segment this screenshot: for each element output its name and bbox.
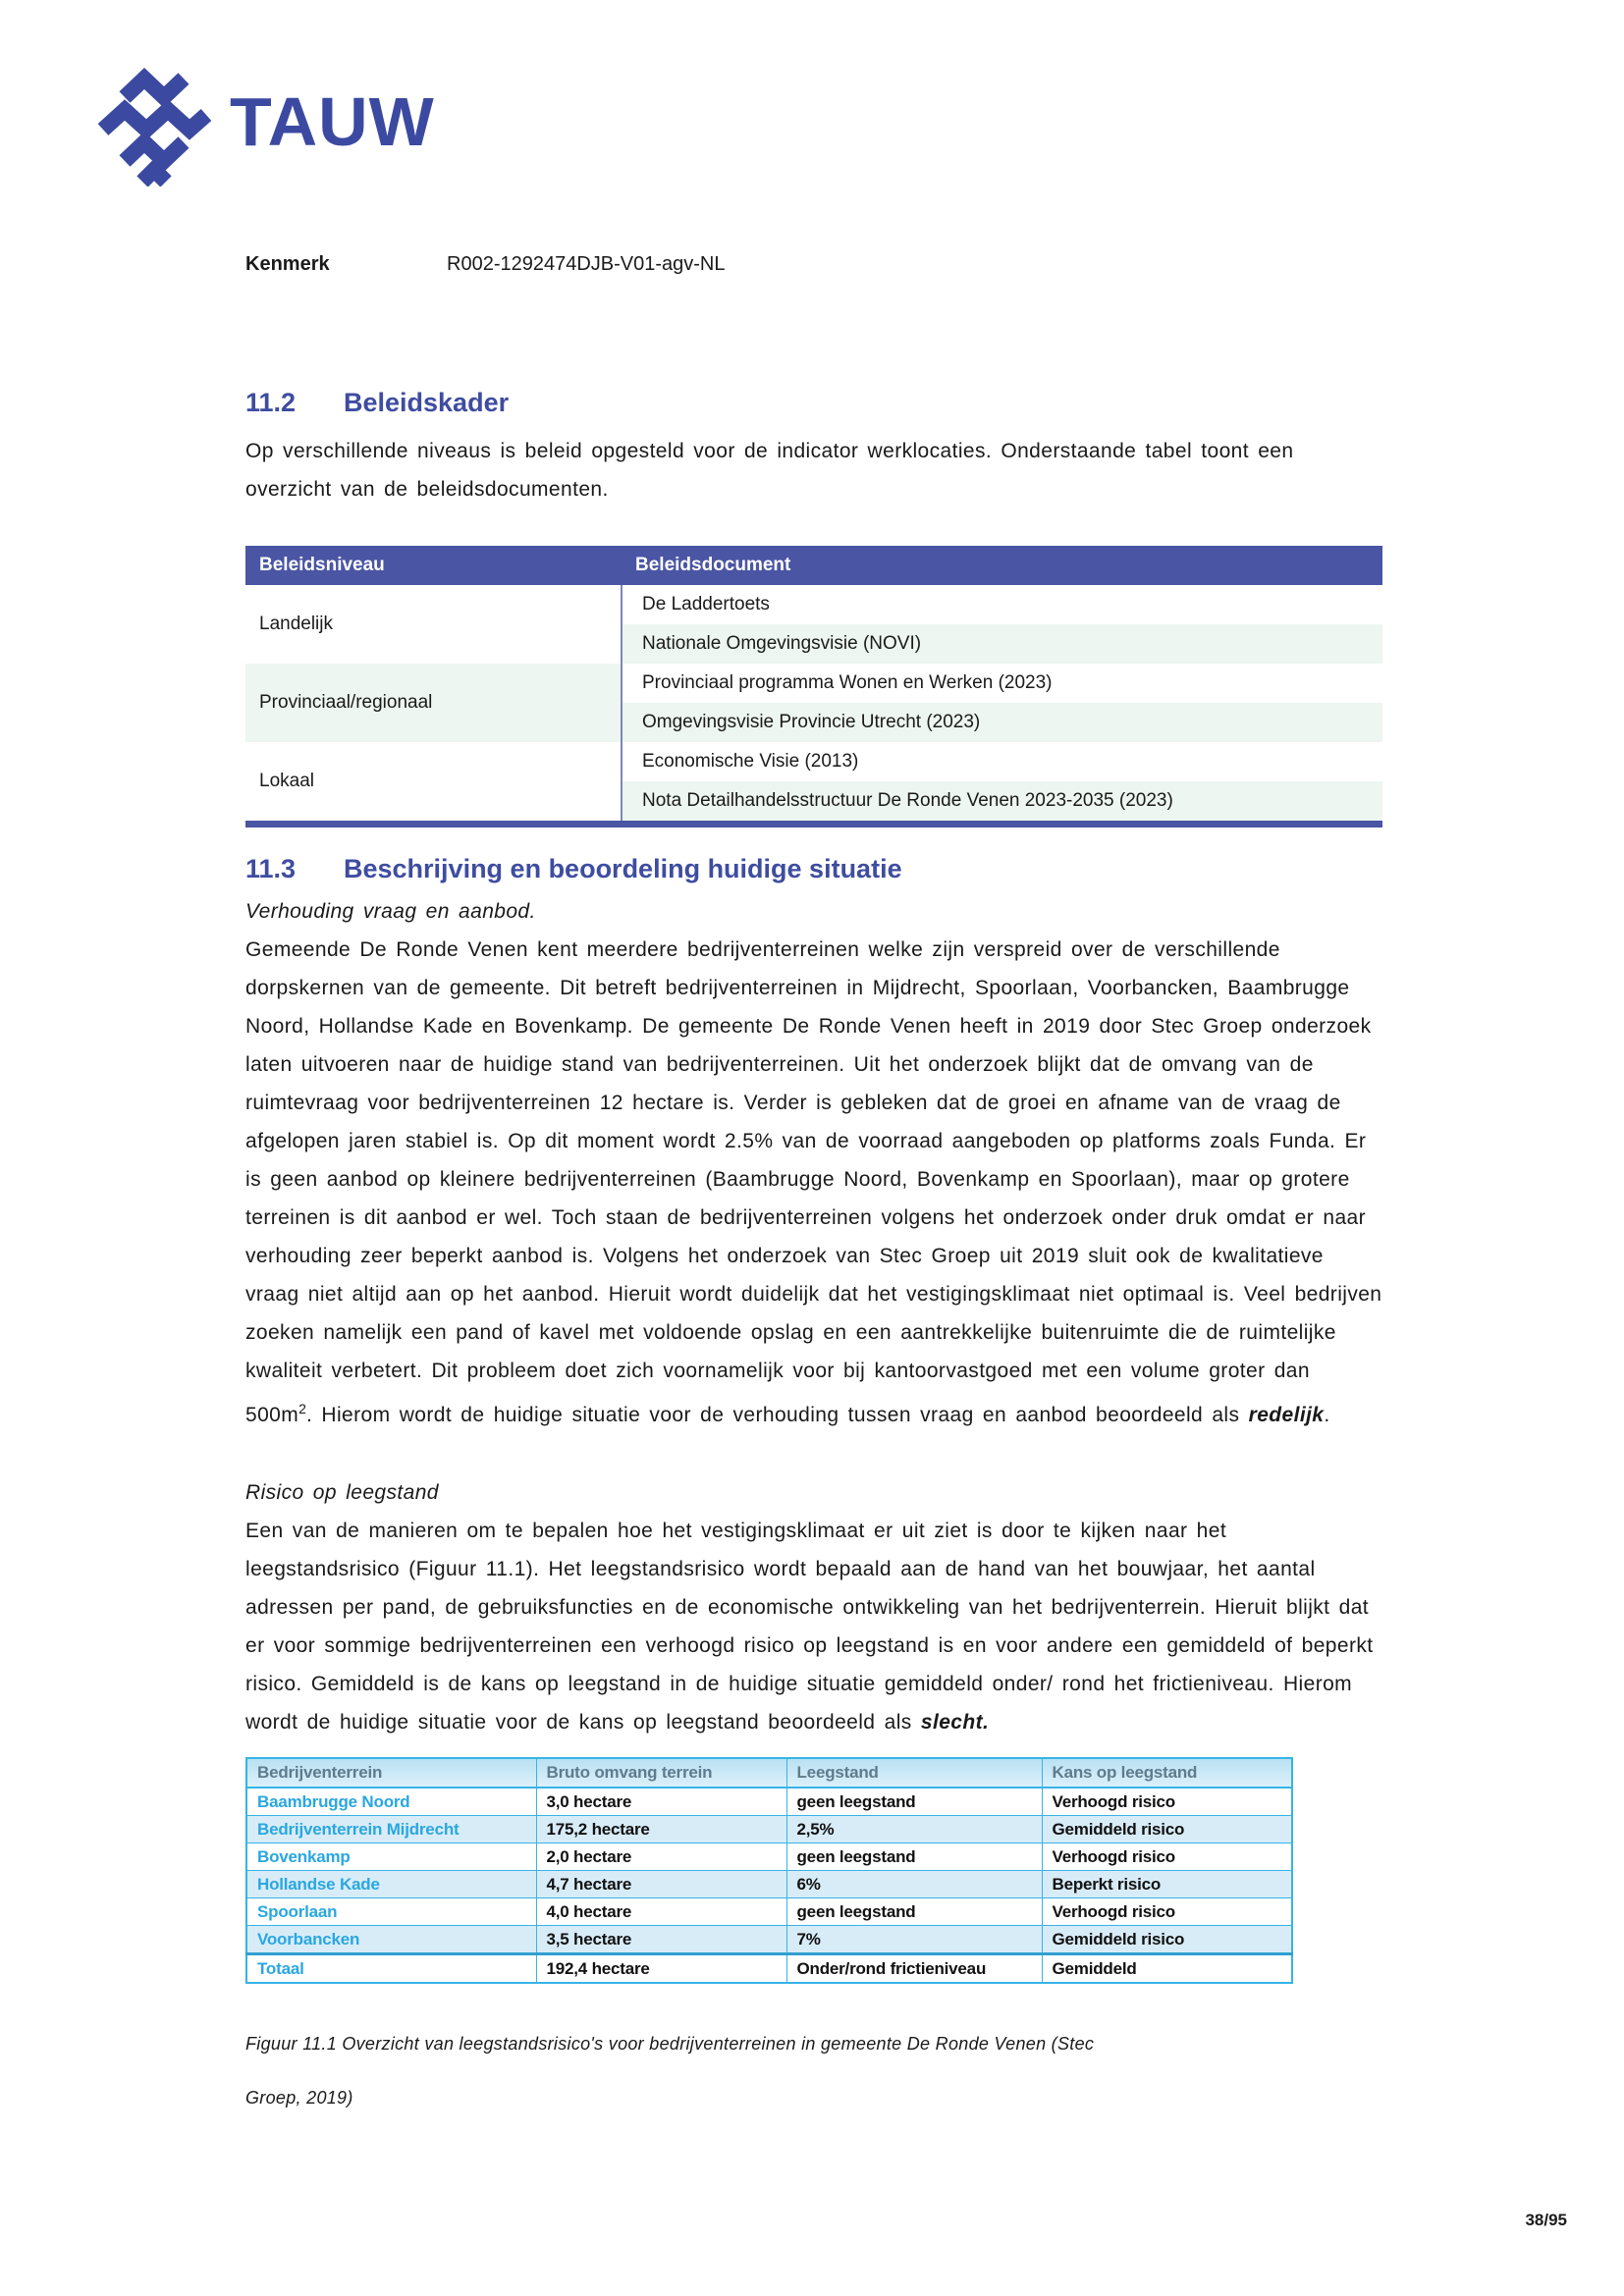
verdict-slecht: slecht. — [920, 1711, 990, 1734]
terrein-name-cell: Bovenkamp — [246, 1843, 536, 1871]
leegstand-header: Leegstand — [786, 1758, 1042, 1788]
leegstand-cell: 6% — [786, 1871, 1042, 1898]
totaal-leegstand: Onder/rond frictieniveau — [786, 1954, 1042, 1984]
content-column — [245, 387, 1382, 2125]
vraag-aanbod-subheading: Verhouding vraag en aanbod. — [245, 900, 536, 923]
kenmerk-label: Kenmerk — [245, 253, 330, 275]
omvang-cell: 175,2 hectare — [536, 1816, 786, 1843]
omvang-cell: 3,5 hectare — [536, 1926, 786, 1954]
beleidsdocument-cell: Nationale Omgevingsvisie (NOVI) — [622, 624, 1382, 664]
terrein-name-cell: Baambrugge Noord — [246, 1788, 536, 1816]
leegstand-cell: geen leegstand — [786, 1788, 1042, 1816]
paragraph-text: Gemeende De Ronde Venen kent meerdere bedrijventerreinen welke zijn verspreid over de verschillende dorpskernen van de gemeente. Dit betreft bedrijventerreinen in Mijdrecht, Spoorlaan, Voorbancken, Baambrugge Noord, Hollandse Kade en Bovenkamp. De gemeente De Ronde Venen heeft in 2019 door Stec Groep onderzoek laten uitvoeren naar de huidige stand van bedrijventerreinen. Uit het onderzoek blijkt dat de omvang van de ruimtevraag voor bedrijventerreinen 12 hectare is. Verder is gebleken dat de groei en afname van de vraag de afgelopen jaren stabiel is. Op dit moment wordt 2.5% van de voorraad aangeboden op platforms zoals Funda. Er is geen aanbod op kleinere bedrijventerreinen (Baambrugge Noord, Bovenkamp en Spoorlaan), maar op grotere terreinen is dit aanbod er wel. Toch staan de bedrijventerreinen volgens het onderzoek onder druk omdat er naar verhouding zeer beperkt aanbod is. Volgens het onderzoek van Stec Groep uit 2019 sluit ook de kwalitatieve vraag niet altijd aan op het aanbod. Hieruit wordt duidelijk dat het vestigingsklimaat niet optimaal is. Veel bedrijven zoeken namelijk een pand of kavel met voldoende opslag en een aantrekkelijke buitenruimte die de ruimtelijke kwaliteit verbetert. Dit probleem doet zich voornamelijk voor bij kantoorvastgoed met een volume groter dan 500m — [245, 938, 1382, 1426]
leegstand-cell: geen leegstand — [786, 1843, 1042, 1871]
tauw-waves-icon — [94, 65, 214, 187]
table-row — [246, 1843, 1292, 1871]
bedrijventerrein-header: Bedrijventerrein — [246, 1758, 536, 1788]
section-11-2-heading — [245, 387, 1382, 418]
section-11-2-title: Beleidskader — [344, 388, 510, 417]
kans-cell: Verhoogd risico — [1042, 1788, 1292, 1816]
section-11-3-heading — [245, 853, 1382, 884]
totaal-label: Totaal — [246, 1954, 536, 1984]
leegstand-cell: 7% — [786, 1926, 1042, 1954]
leegstand-header-row — [246, 1758, 1292, 1788]
terrein-name-cell: Hollandse Kade — [246, 1871, 536, 1898]
beleidsdocument-header: Beleidsdocument — [622, 546, 1382, 585]
kans-cell: Beperkt risico — [1042, 1871, 1292, 1898]
beleidskader-header-row — [245, 546, 1382, 585]
totaal-kans: Gemiddeld — [1042, 1954, 1292, 1984]
section-11-3-title: Beschrijving en beoordeling huidige situatie — [344, 854, 902, 883]
beleidsdocument-cell: Provinciaal programma Wonen en Werken (2023) — [622, 664, 1382, 703]
paragraph-text: . Hierom wordt de huidige situatie voor de verhouding tussen vraag en aanbod beoordeeld als — [305, 1404, 1249, 1426]
beleidsdocument-cell: De Laddertoets — [622, 585, 1382, 624]
omvang-cell: 4,0 hectare — [536, 1898, 786, 1926]
table-row — [246, 1816, 1292, 1843]
table-row — [246, 1926, 1292, 1954]
beleidsdocument-cell: Omgevingsvisie Provincie Utrecht (2023) — [622, 703, 1382, 742]
section-11-2-number: 11.2 — [245, 388, 297, 417]
totaal-omvang: 192,4 hectare — [536, 1954, 786, 1984]
beleidskader-table — [245, 546, 1382, 828]
omvang-cell: 2,0 hectare — [536, 1843, 786, 1871]
table-row — [246, 1788, 1292, 1816]
figure-caption — [245, 2017, 1382, 2125]
tauw-logo — [94, 65, 435, 187]
table-row — [246, 1871, 1292, 1898]
risico-paragraph — [245, 1512, 1382, 1741]
beleidsniveau-cell: Lokaal — [245, 742, 622, 825]
kans-op-leegstand-header: Kans op leegstand — [1042, 1758, 1292, 1788]
omvang-cell: 4,7 hectare — [536, 1871, 786, 1898]
table-row — [245, 742, 1382, 781]
bruto-omvang-header: Bruto omvang terrein — [536, 1758, 786, 1788]
terrein-name-cell: Voorbancken — [246, 1926, 536, 1954]
section-11-2-intro: Op verschillende niveaus is beleid opgesteld voor de indicator werklocaties. Onderstaande tabel toont een overzicht van de beleidsdocumenten. — [245, 440, 1294, 501]
figure-caption-line2: Groep, 2019) — [245, 2088, 353, 2108]
risico-subheading: Risico op leegstand — [245, 1481, 439, 1504]
table-row — [246, 1898, 1292, 1926]
leegstand-cell: 2,5% — [786, 1816, 1042, 1843]
terrein-name-cell: Bedrijventerrein Mijdrecht — [246, 1816, 536, 1843]
kans-cell: Verhoogd risico — [1042, 1843, 1292, 1871]
kans-cell: Verhoogd risico — [1042, 1898, 1292, 1926]
kans-cell: Gemiddeld risico — [1042, 1926, 1292, 1954]
figure-caption-line1: Figuur 11.1 Overzicht van leegstandsrisico's voor bedrijventerreinen in gemeente De Ronde Venen (Stec — [245, 2034, 1095, 2054]
beleidsniveau-cell: Provinciaal/regionaal — [245, 664, 622, 742]
table-row — [245, 585, 1382, 624]
beleidsniveau-header: Beleidsniveau — [245, 546, 622, 585]
verdict-redelijk: redelijk — [1248, 1404, 1325, 1426]
kenmerk-row — [245, 253, 726, 276]
kenmerk-value: R002-1292474DJB-V01-agv-NL — [447, 253, 726, 275]
tauw-wordmark: TAUW — [230, 83, 435, 160]
table-row — [245, 664, 1382, 703]
terrein-name-cell: Spoorlaan — [246, 1898, 536, 1926]
beleidsniveau-cell: Landelijk — [245, 585, 622, 664]
leegstand-cell: geen leegstand — [786, 1898, 1042, 1926]
section-11-3-number: 11.3 — [245, 854, 297, 883]
beleidsdocument-cell: Nota Detailhandelsstructuur De Ronde Venen 2023-2035 (2023) — [622, 781, 1382, 825]
superscript-2: 2 — [298, 1401, 306, 1416]
page-number: 38/95 — [1525, 2211, 1567, 2229]
beleidsdocument-cell: Economische Visie (2013) — [622, 742, 1382, 781]
paragraph-text: Een van de manieren om te bepalen hoe het vestigingsklimaat er uit ziet is door te kijken naar het leegstandsrisico (Figuur 11.1). Het leegstandsrisico wordt bepaald aan de hand van het bouwjaar, het aantal adressen per pand, de gebruiksfuncties en de economische ontwikkeling van het bedrijventerrein. Hieruit blijkt dat er voor sommige bedrijventerreinen een verhoogd risico op leegstand is en voor andere een gemiddeld of beperkt risico. Gemiddeld is de kans op leegstand in de huidige situatie gemiddeld onder/ rond het frictieniveau. Hierom wordt de huidige situatie voor de kans op leegstand beoordeeld als — [245, 1520, 1374, 1734]
vraag-aanbod-paragraph — [245, 931, 1382, 1434]
paragraph-text: . — [1324, 1404, 1330, 1426]
table-total-row — [246, 1954, 1292, 1984]
omvang-cell: 3,0 hectare — [536, 1788, 786, 1816]
leegstandsrisico-table — [245, 1757, 1293, 1984]
kans-cell: Gemiddeld risico — [1042, 1816, 1292, 1843]
